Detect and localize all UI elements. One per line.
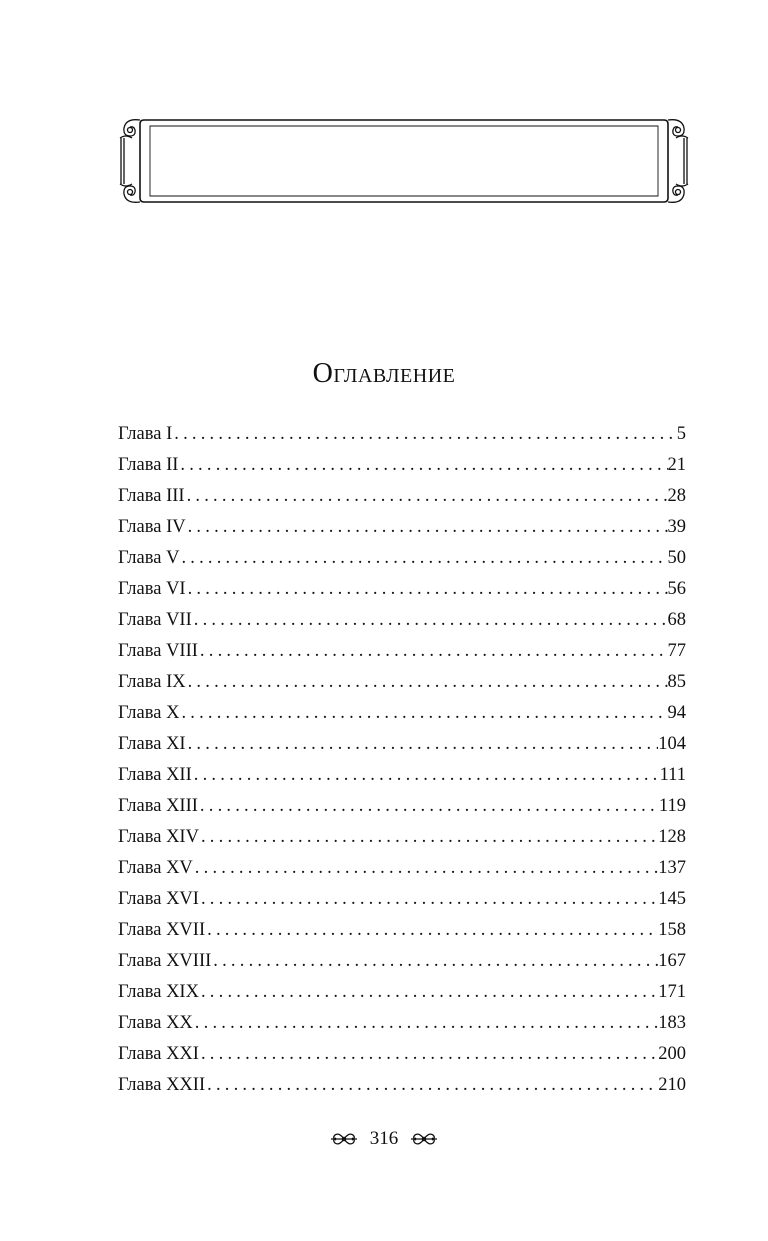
toc-entry[interactable] — [118, 419, 686, 450]
toc-chapter-label: Глава XX — [118, 1013, 193, 1033]
page-number: 316 — [369, 1127, 399, 1149]
toc-entry[interactable] — [118, 946, 686, 977]
toc-page-number: 128 — [658, 827, 686, 847]
toc-chapter-label: Глава III — [118, 486, 185, 506]
toc-page-number: 183 — [658, 1013, 686, 1033]
toc-entry[interactable] — [118, 1008, 686, 1039]
toc-dot-leader — [199, 884, 658, 915]
toc-entry[interactable] — [118, 729, 686, 760]
toc-dot-leader — [186, 729, 659, 760]
toc-page-number: 145 — [658, 889, 686, 909]
toc-page-number: 104 — [658, 734, 686, 754]
toc-page-number: 94 — [667, 703, 686, 723]
toc-dot-leader — [205, 1070, 658, 1101]
toc-chapter-label: Глава XVIII — [118, 951, 212, 971]
toc-page-number: 171 — [658, 982, 686, 1002]
toc-dot-leader — [186, 512, 668, 543]
toc-entry[interactable] — [118, 1070, 686, 1101]
toc-dot-leader — [186, 574, 668, 605]
decorative-frame — [116, 116, 692, 206]
page-title: Оглавление — [312, 358, 456, 389]
toc-chapter-label: Глава VII — [118, 610, 192, 630]
toc-entry[interactable] — [118, 667, 686, 698]
table-of-contents — [118, 419, 686, 1101]
right-flourish-icon — [409, 1129, 439, 1149]
toc-dot-leader — [199, 977, 658, 1008]
toc-chapter-label: Глава XXII — [118, 1075, 206, 1095]
toc-page-number: 56 — [667, 579, 686, 599]
toc-page-number: 137 — [658, 858, 686, 878]
toc-entry[interactable] — [118, 1039, 686, 1070]
toc-page-number: 68 — [667, 610, 686, 630]
toc-page-number: 28 — [667, 486, 686, 506]
toc-chapter-label: Глава XIV — [118, 827, 199, 847]
toc-dot-leader — [172, 419, 677, 450]
toc-page-number: 50 — [667, 548, 686, 568]
toc-entry[interactable] — [118, 574, 686, 605]
toc-dot-leader — [185, 481, 668, 512]
toc-entry[interactable] — [118, 698, 686, 729]
toc-dot-leader — [199, 822, 658, 853]
toc-page-number: 111 — [659, 765, 686, 785]
toc-dot-leader — [186, 667, 668, 698]
toc-entry[interactable] — [118, 760, 686, 791]
toc-page-number: 5 — [676, 424, 686, 444]
page-footer — [0, 1124, 768, 1153]
toc-chapter-label: Глава II — [118, 455, 179, 475]
toc-dot-leader — [192, 760, 660, 791]
toc-page-number: 158 — [658, 920, 686, 940]
toc-page-number: 77 — [667, 641, 686, 661]
toc-chapter-label: Глава XV — [118, 858, 193, 878]
toc-entry[interactable] — [118, 543, 686, 574]
toc-dot-leader — [193, 853, 658, 884]
toc-dot-leader — [211, 946, 658, 977]
toc-page-number: 210 — [658, 1075, 686, 1095]
left-flourish-icon — [329, 1129, 359, 1149]
toc-chapter-label: Глава IV — [118, 517, 186, 537]
toc-dot-leader — [198, 636, 668, 667]
toc-entry[interactable] — [118, 512, 686, 543]
toc-entry[interactable] — [118, 605, 686, 636]
toc-page-number: 167 — [658, 951, 686, 971]
toc-chapter-label: Глава XXI — [118, 1044, 199, 1064]
toc-page-number: 119 — [658, 796, 686, 816]
toc-entry[interactable] — [118, 791, 686, 822]
toc-chapter-label: Глава X — [118, 703, 180, 723]
toc-page-number: 39 — [667, 517, 686, 537]
toc-entry[interactable] — [118, 450, 686, 481]
toc-chapter-label: Глава XIII — [118, 796, 198, 816]
toc-dot-leader — [198, 791, 659, 822]
toc-entry[interactable] — [118, 481, 686, 512]
toc-chapter-label: Глава XVII — [118, 920, 206, 940]
frame-ornament-icon — [116, 116, 692, 206]
toc-dot-leader — [205, 915, 658, 946]
toc-dot-leader — [199, 1039, 658, 1070]
toc-entry[interactable] — [118, 977, 686, 1008]
toc-page-number: 200 — [658, 1044, 686, 1064]
toc-chapter-label: Глава V — [118, 548, 180, 568]
toc-chapter-label: Глава VIII — [118, 641, 198, 661]
toc-dot-leader — [179, 698, 667, 729]
toc-chapter-label: Глава IX — [118, 672, 186, 692]
toc-chapter-label: Глава XII — [118, 765, 192, 785]
toc-page-number: 85 — [667, 672, 686, 692]
toc-chapter-label: Глава XIX — [118, 982, 199, 1002]
toc-entry[interactable] — [118, 884, 686, 915]
toc-chapter-label: Глава XVI — [118, 889, 199, 909]
toc-chapter-label: Глава VI — [118, 579, 186, 599]
toc-chapter-label: Глава I — [118, 424, 173, 444]
toc-dot-leader — [192, 605, 668, 636]
toc-page-number: 21 — [667, 455, 686, 475]
toc-dot-leader — [178, 450, 667, 481]
toc-entry[interactable] — [118, 636, 686, 667]
toc-entry[interactable] — [118, 822, 686, 853]
toc-entry[interactable] — [118, 853, 686, 884]
toc-dot-leader — [193, 1008, 658, 1039]
toc-entry[interactable] — [118, 915, 686, 946]
toc-dot-leader — [179, 543, 667, 574]
toc-chapter-label: Глава XI — [118, 734, 186, 754]
